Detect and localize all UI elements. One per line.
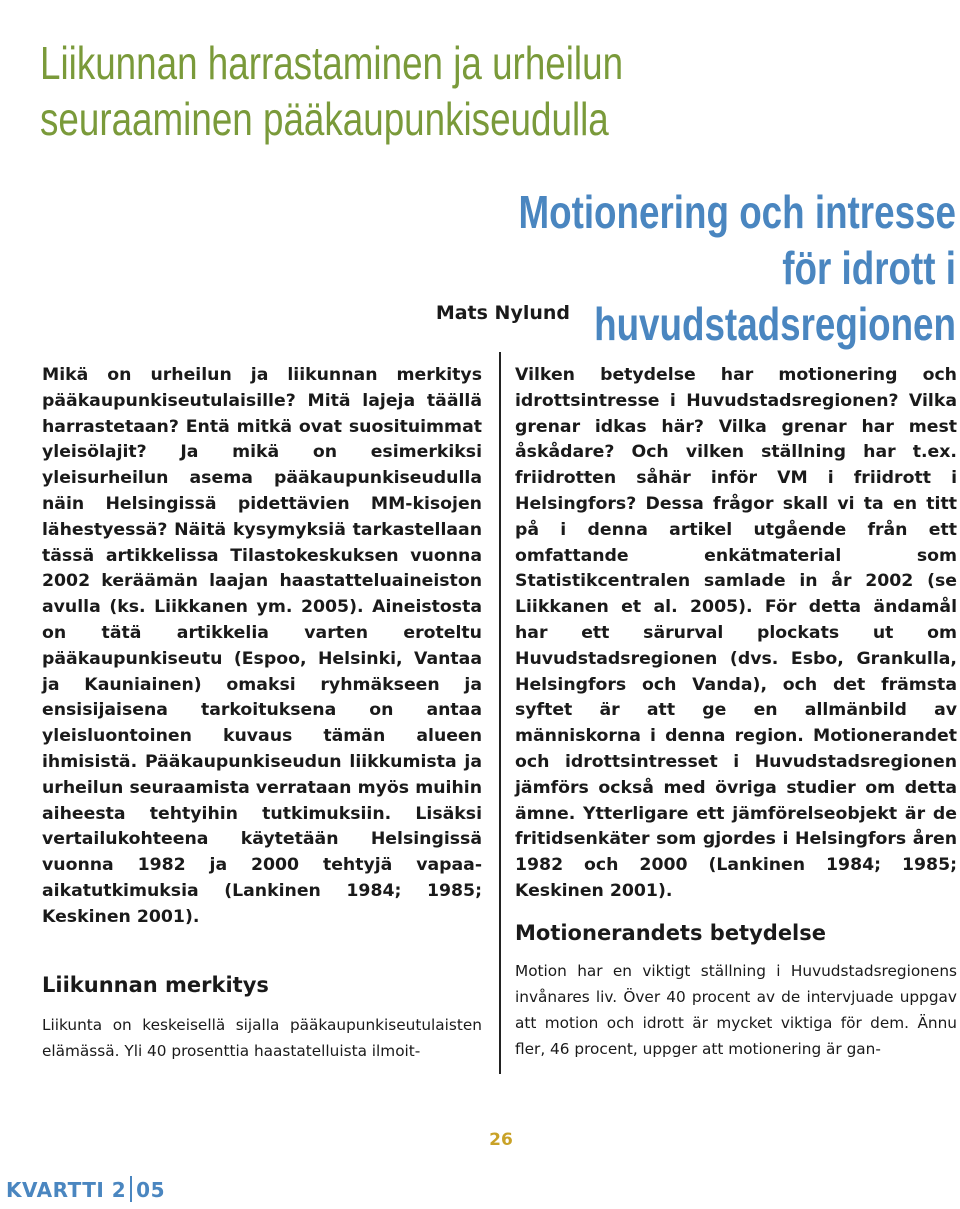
magazine-name: KVARTTI 2 — [6, 1178, 127, 1202]
issue-number: 05 — [136, 1178, 166, 1202]
footer-separator — [130, 1176, 132, 1202]
right-intro-paragraph: Vilken betydelse har motionering och idrottsintresse i Huvudstadsregionen? Vilka grenar idkas här? Vilka grenar har mest åskådare? Och vilken ställning har t.ex. friidrotten såhär inför VM i friidrott i Helsingfors? Dessa frågor skall vi ta en titt på i denna artikel utgående från ett omfattande enkätmaterial som Statistikcentralen samlade in år 2002 (se Liikkanen et al. 2005). För detta ändamål har ett särurval plockats ut om Huvudstadsregionen (dvs. Esbo, Grankulla, Helsingfors och Vanda), och det främsta syftet är att ge en allmänbild av människorna i denna region. Motionerandet och idrottsintresset i Huvudstadsregionen jämförs också med övriga studier om detta ämne. Ytterligare ett jämförelseobjekt är de fritidsenkäter som gjordes i Helsingfors åren 1982 och 2000 (Lankinen 1984; 1985; Keskinen 2001). — [515, 365, 957, 901]
right-section-heading: Motionerandets betydelse — [515, 921, 827, 945]
column-divider — [499, 352, 501, 1074]
author-name: Mats Nylund — [435, 302, 570, 324]
page-number: 26 — [489, 1130, 513, 1150]
left-body-paragraph: Liikunta on keskeisellä sijalla pääkaupunkiseutulaisten elämässä. Yli 40 prosenttia haastatelluista ilmoit- — [42, 1016, 482, 1060]
footer-masthead — [6, 1176, 165, 1202]
right-body-paragraph: Motion har en viktigt ställning i Huvudstadsregionens invånares liv. Över 40 procent av de intervjuade uppgav att motion och idrott är mycket viktiga för dem. Ännu fler, 46 procent, uppger att motionering är gan- — [515, 962, 957, 1058]
swedish-title: Motionering och intresse för idrott i huvudstadsregionen — [518, 186, 956, 351]
left-intro-paragraph: Mikä on urheilun ja liikunnan merkitys pääkaupunkiseutulaisille? Mitä lajeja täällä harrastetaan? Entä mitkä ovat suosituimmat yleisölajit? Ja mikä on esimerkiksi yleisurheilun asema pääkaupunkiseudulla näin Helsingissä pidettävien MM-kisojen lähestyessä? Näitä kysymyksiä tarkastellaan tässä artikkelissa Tilastokeskuksen vuonna 2002 keräämän laajan haastatteluaineiston avulla (ks. Liikkanen ym. 2005). Aineistosta on tätä artikkelia varten eroteltu pääkaupunkiseutu (Espoo, Helsinki, Vantaa ja Kauniainen) omaksi ryhmäkseen ja ensisijaisena tarkoituksena on antaa yleisluontoinen kuvaus tämän alueen ihmisistä. Pääkaupunkiseudun liikkumista ja urheilun seuraamista verrataan myös muihin aiheesta tehtyihin tutkimuksiin. Lisäksi vertailukohteena käytetään Helsingissä vuonna 1982 ja 2000 tehtyjä vapaa-aikatutkimuksia (Lankinen 1984; 1985; Keskinen 2001). — [42, 365, 482, 927]
left-column-intro — [42, 363, 482, 931]
right-column-intro — [515, 363, 957, 905]
finnish-title: Liikunnan harrastaminen ja urheilun seuraaminen pääkaupunkiseudulla — [40, 36, 624, 145]
left-section-heading: Liikunnan merkitys — [42, 973, 269, 997]
